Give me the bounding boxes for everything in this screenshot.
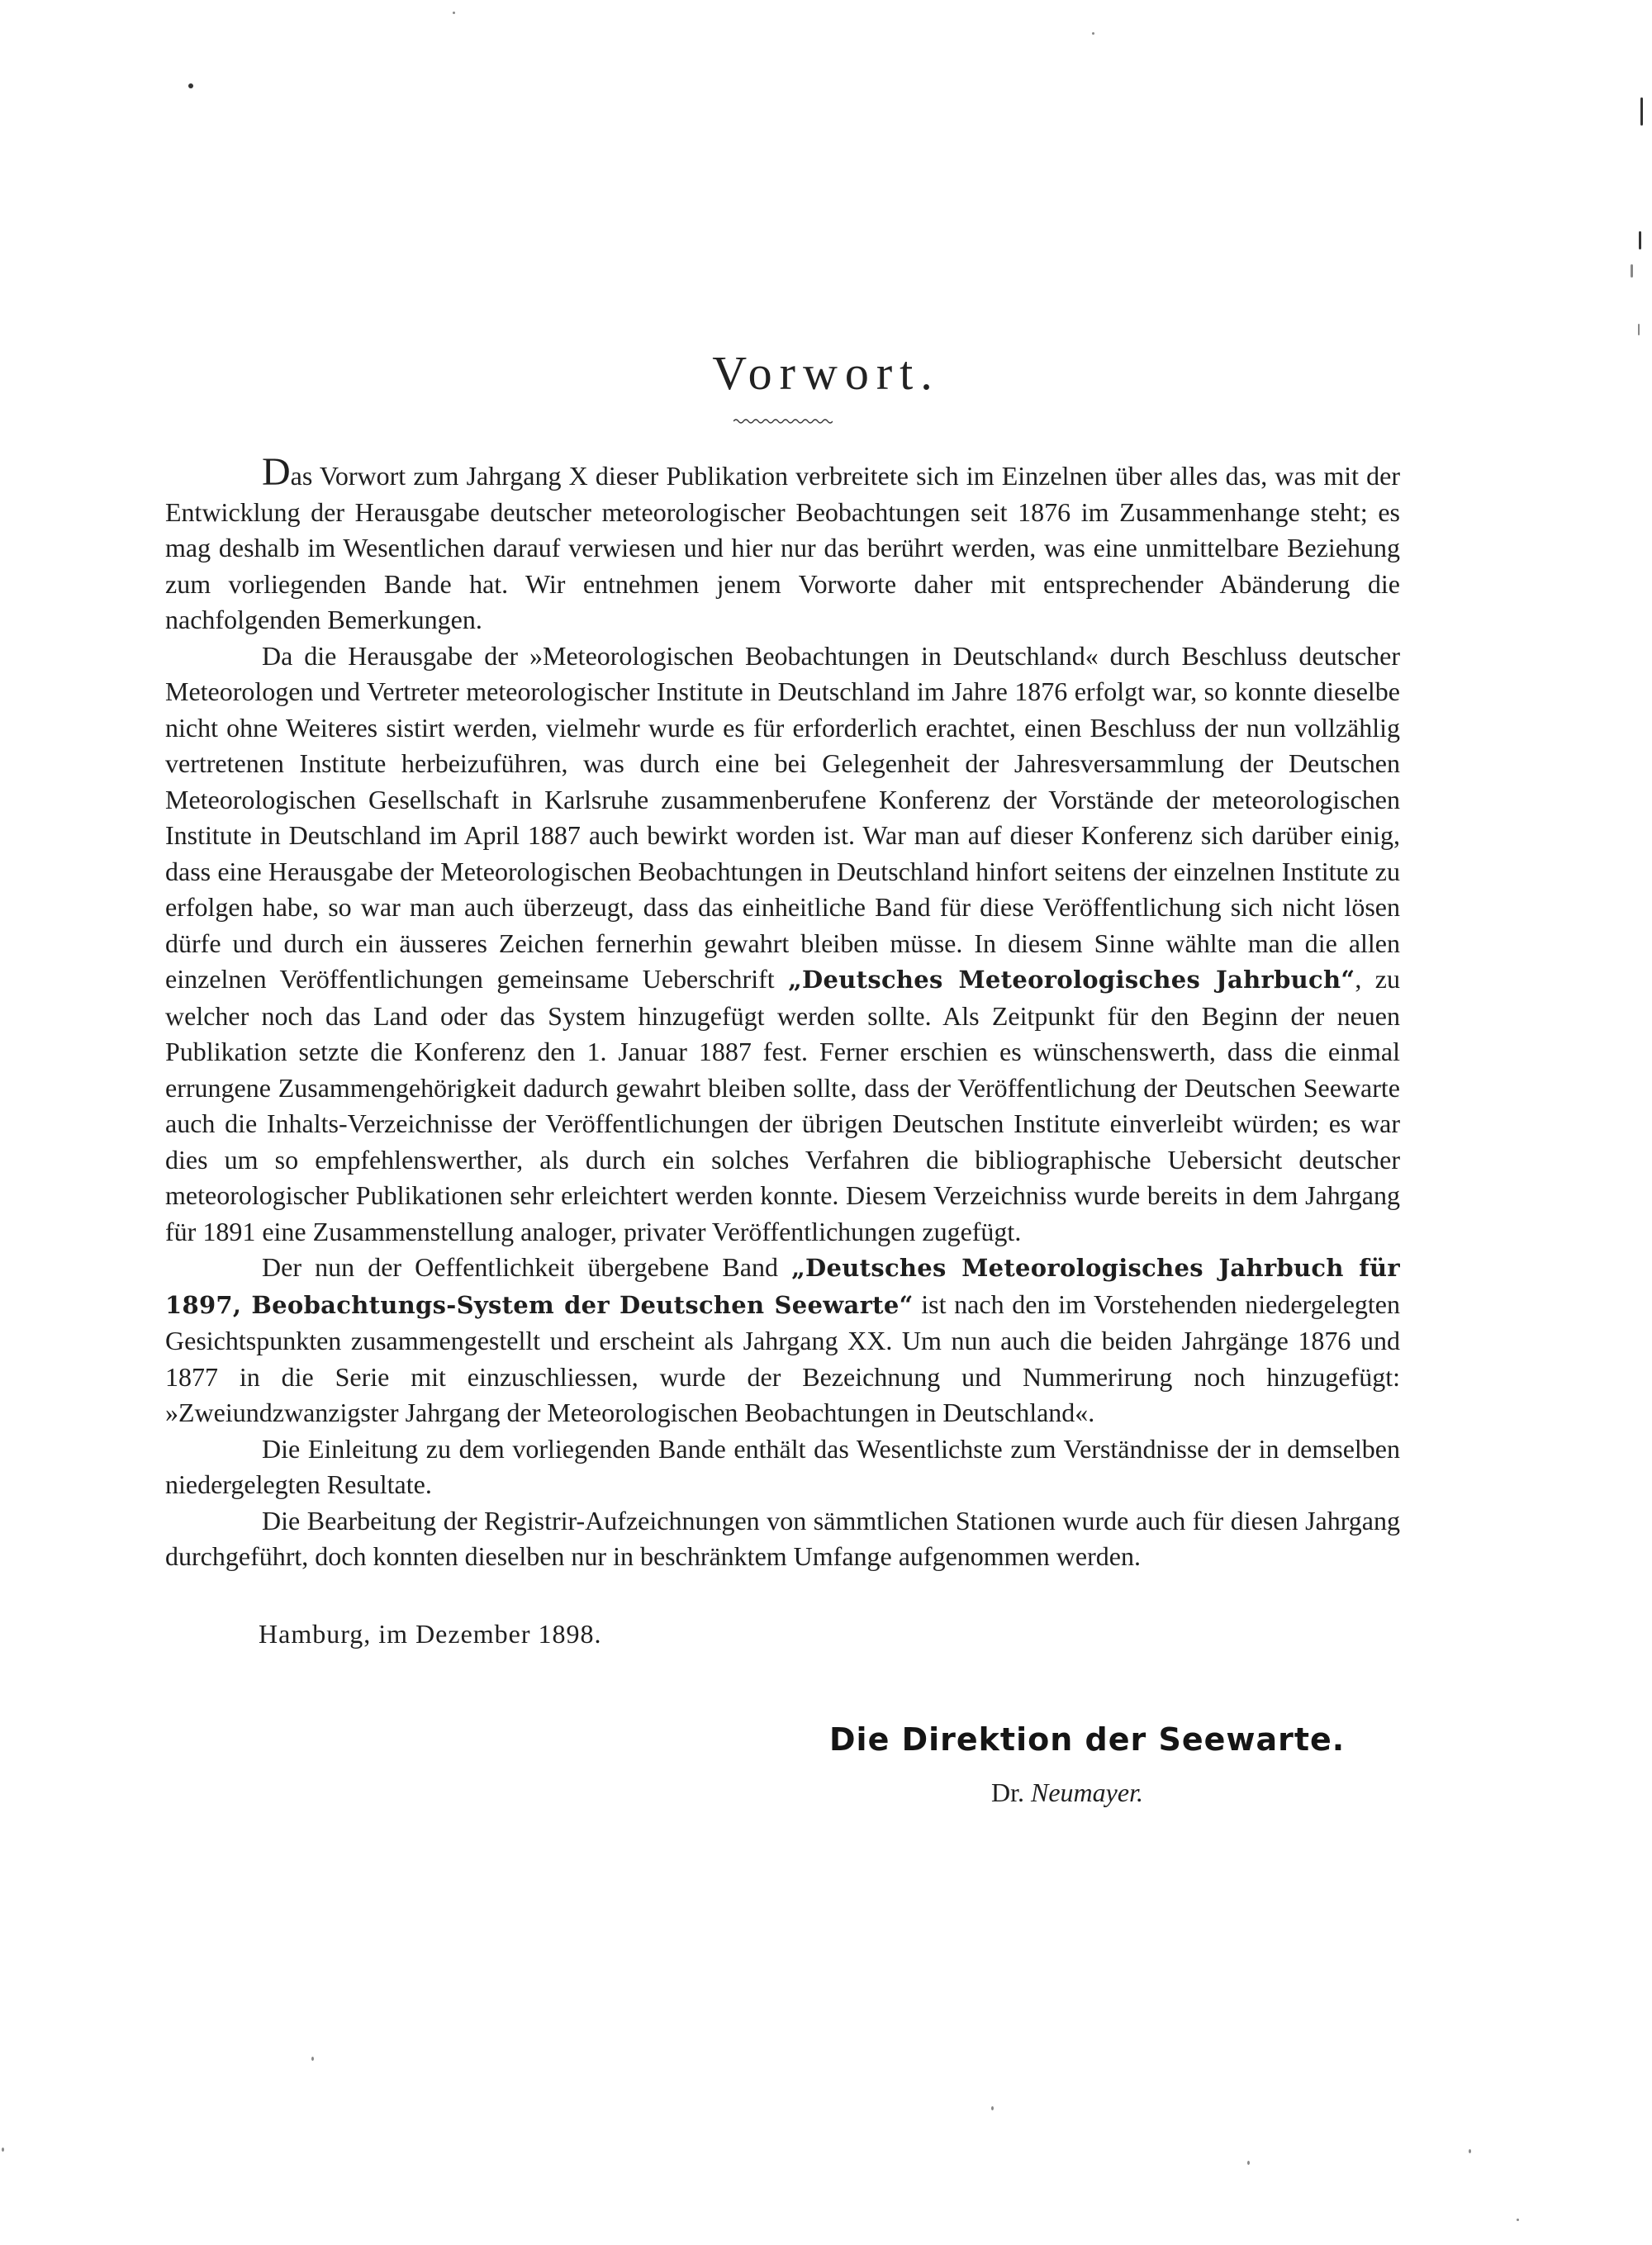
signature-authority: Die Direktion der Seewarte. (829, 1721, 1346, 1758)
preface-body (165, 450, 1401, 1575)
place-date: Hamburg, im Dezember 1898. (259, 1619, 602, 1649)
scan-speck (991, 2106, 994, 2110)
scan-speck (1631, 264, 1633, 278)
page-title: Vorwort. (712, 346, 940, 400)
paragraph-text: as Vorwort zum Jahrgang X dieser Publikation verbreitete sich im Einzelnen über alles das, was mit der Entwicklung der Herausgabe deutscher meteorologischer Beobachtungen seit 1876 im Zusammenhange steht; es mag deshalb im Wesentlichen darauf verwiesen und hier nur das berührt werden, was eine unmittelbare Beziehung zum vorliegenden Bande hat. Wir entnehmen jenem Vorworte daher mit entsprechender Abänderung die nachfolgenden Bemerkungen. (165, 461, 1400, 634)
scan-speck (1638, 324, 1640, 335)
paragraph-5 (165, 1503, 1400, 1575)
title-ornament (733, 417, 833, 425)
scan-speck (1640, 97, 1643, 126)
paragraph-text: ist nach den im Vorstehenden niedergelegten Gesichtspunkten zusammengestellt und erscheint als Jahrgang XX. Um nun auch die beiden Jahrgänge 1876 und 1877 in die Serie mit einzuschliessen, wurde der Bezeichnung und Nummerirung noch hinzugefügt: »Zweiundzwanzigster Jahrgang der Meteorologischen Beobachtungen in Deutschland«. (165, 1289, 1400, 1427)
scan-speck (2, 2148, 4, 2152)
signatory-name: Neumayer. (1031, 1777, 1143, 1807)
paragraph-1 (165, 450, 1400, 638)
paragraph-text: , zu welcher noch das Land oder das System hinzugefügt werden sollte. Als Zeitpunkt für den Beginn der neuen Publikation setzte die Konferenz den 1. Januar 1887 fest. Ferner erschien es wünschenswerth, dass die einmal errungene Zusammengehörigkeit dadurch gewahrt bleiben sollte, dass der Veröffentlichung der Deutschen Seewarte auch die Inhalts-Verzeichnisse der Veröffentlichungen der übrigen Deutschen Institute einverleibt würden; es war dies um so empfehlenswerther, als durch ein solches Verfahren die bibliographische Uebersicht deutscher meteorologischer Publikationen sehr erleichtert werden konnte. Diesem Verzeichniss wurde bereits in dem Jahrgang für 1891 eine Zusammenstellung analoger, privater Veröffentlichungen zugefügt. (165, 964, 1400, 1246)
paragraph-text: Der nun der Oeffentlichkeit übergebene Band (262, 1252, 792, 1282)
scan-speck (1639, 231, 1641, 249)
initial-letter: D (262, 450, 291, 494)
volume-title: „Deutsches Meteorologisches Jahrbuch für 1897, Beobachtungs-System der Deutschen Seewarte“ (165, 1254, 1401, 1319)
paragraph-2 (165, 638, 1400, 1251)
scan-speck (188, 83, 193, 88)
signatory (991, 1777, 1143, 1808)
scan-speck (1517, 2219, 1519, 2221)
scan-speck (311, 2057, 314, 2061)
paragraph-text: Da die Herausgabe der »Meteorologischen Beobachtungen in Deutschland« durch Beschluss deutscher Meteorologen und Vertreter meteorologischer Institute in Deutschland im Jahre 1876 erfolgt war, so konnte dieselbe nicht ohne Weiteres sistirt werden, vielmehr wurde es für erforderlich erachtet, einen Beschluss der nun vollzählig vertretenen Institute herbeizuführen, was durch eine bei Gelegenheit der Jahresversammlung der Deutschen Meteorologischen Gesellschaft in Karlsruhe zusammenberufene Konferenz der Vorstände der meteorologischen Institute in Deutschland im April 1887 auch bewirkt worden ist. War man auf dieser Konferenz sich darüber einig, dass eine Herausgabe der Meteorologischen Beobachtungen in Deutschland hinfort seitens der einzelnen Institute zu erfolgen habe, so war man auch überzeugt, dass das einheitliche Band für diese Veröffentlichung sich nicht lösen dürfe und durch ein äusseres Zeichen fernerhin gewahrt bleiben müsse. In diesem Sinne wählte man die allen einzelnen Veröffentlichungen gemeinsame Ueberschrift (165, 640, 1400, 994)
signatory-title: Dr. (991, 1777, 1024, 1807)
scan-speck (1247, 2161, 1250, 2165)
scan-speck (1469, 2149, 1471, 2153)
publication-title: „Deutsches Meteorologisches Jahrbuch“ (788, 966, 1355, 994)
paragraph-text: Die Einleitung zu dem vorliegenden Bande enthält das Wesentlichste zum Verständnisse der in demselben niedergelegten Resultate. (165, 1433, 1400, 1499)
paragraph-text: Die Bearbeitung der Registrir-Aufzeichnungen von sämmtlichen Stationen wurde auch für diesen Jahrgang durchgeführt, doch konnten dieselben nur in beschränktem Umfange aufgenommen werden. (165, 1505, 1400, 1571)
paragraph-4 (165, 1431, 1400, 1503)
paragraph-3 (165, 1250, 1400, 1431)
scan-speck (1092, 32, 1094, 35)
scan-speck (453, 12, 455, 14)
